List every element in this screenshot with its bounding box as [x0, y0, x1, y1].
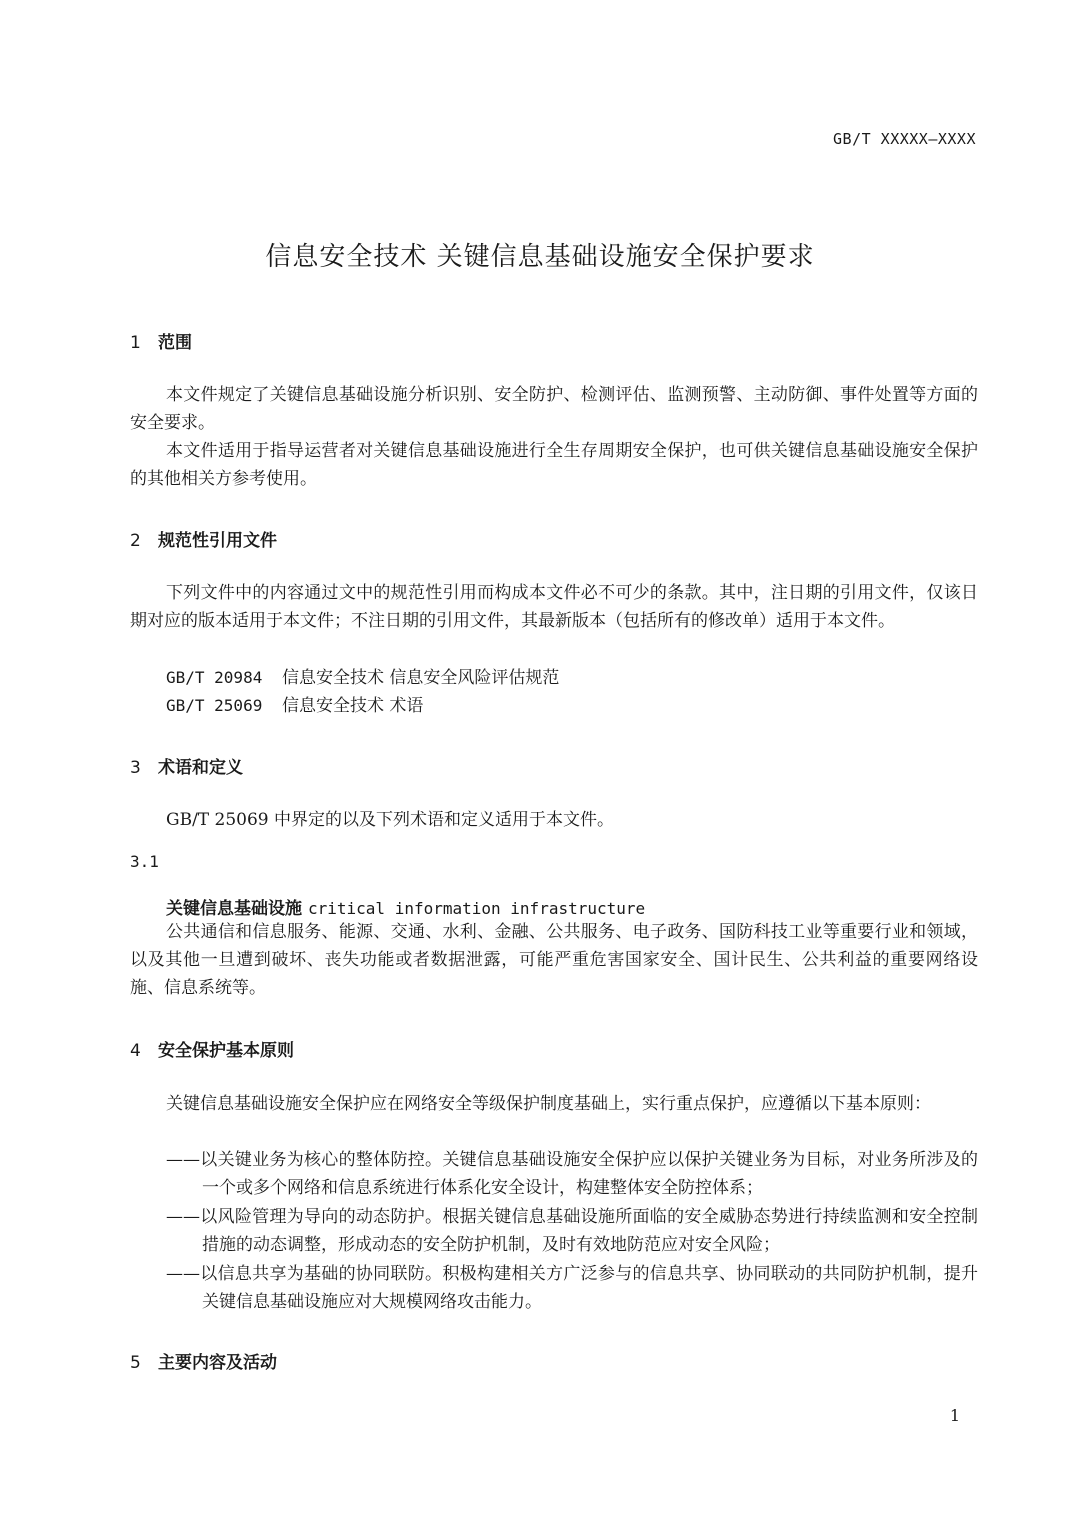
section-number: 1: [130, 333, 141, 353]
subclause-number: 3.1: [130, 852, 159, 871]
document-number: GB/T XXXXX—XXXX: [833, 130, 976, 148]
reference-title: 信息安全技术 术语: [282, 696, 424, 716]
reference-code: GB/T 25069: [166, 696, 263, 715]
term-chinese: 关键信息基础设施: [166, 899, 302, 919]
section-5-heading: [130, 1348, 277, 1373]
reference-title: 信息安全技术 信息安全风险评估规范: [282, 668, 560, 688]
term-definition: 公共通信和信息服务、能源、交通、水利、金融、公共服务、电子政务、国防科技工业等重要行业和领域，以及其他一旦遭到破坏、丧失功能或者数据泄露，可能严重危害国家安全、国计民生、公共利益的重要网络设施、信息系统等。: [130, 922, 978, 998]
principle-item: ——以信息共享为基础的协同联防。积极构建相关方广泛参与的信息共享、协同联动的共同防护机制，提升关键信息基础设施应对大规模网络攻击能力。: [166, 1264, 978, 1312]
section-title: 主要内容及活动: [158, 1353, 277, 1373]
section-2-paragraph: 下列文件中的内容通过文中的规范性引用而构成本文件必不可少的条款。其中，注日期的引用文件，仅该日期对应的版本适用于本文件；不注日期的引用文件，其最新版本（包括所有的修改单）适用于本文件。: [130, 583, 978, 631]
reference-item: [166, 664, 559, 692]
section-1-paragraph-1: 本文件规定了关键信息基础设施分析识别、安全防护、检测评估、监测预警、主动防御、事件处置等方面的安全要求。: [130, 385, 978, 433]
principle-item: ——以风险管理为导向的动态防护。根据关键信息基础设施所面临的安全威胁态势进行持续监测和安全控制措施的动态调整，形成动态的安全防护机制，及时有效地防范应对安全风险；: [166, 1207, 978, 1255]
term-entry: [166, 894, 645, 919]
section-number: 5: [130, 1353, 141, 1373]
section-3-paragraph: GB/T 25069 中界定的以及下列术语和定义适用于本文件。: [166, 810, 615, 830]
document-title: 信息安全技术 关键信息基础设施安全保护要求: [265, 242, 815, 272]
section-title: 术语和定义: [158, 758, 243, 778]
section-title: 安全保护基本原则: [158, 1041, 294, 1061]
section-4-heading: [130, 1036, 294, 1061]
section-1-heading: [130, 328, 192, 353]
section-title: 规范性引用文件: [158, 531, 277, 551]
reference-item: [166, 692, 423, 720]
section-4-paragraph: 关键信息基础设施安全保护应在网络安全等级保护制度基础上，实行重点保护，应遵循以下基本原则：: [166, 1094, 931, 1114]
section-2-heading: [130, 526, 277, 551]
principle-item: ——以关键业务为核心的整体防控。关键信息基础设施安全保护应以保护关键业务为目标，对业务所涉及的一个或多个网络和信息系统进行体系化安全设计，构建整体安全防控体系；: [166, 1150, 978, 1198]
page-number: 1: [949, 1406, 960, 1425]
section-number: 3: [130, 758, 141, 778]
section-1-paragraph-2: 本文件适用于指导运营者对关键信息基础设施进行全生存周期安全保护，也可供关键信息基础设施安全保护的其他相关方参考使用。: [130, 441, 978, 489]
section-number: 2: [130, 531, 141, 551]
section-3-heading: [130, 753, 243, 778]
term-english: critical information infrastructure: [308, 899, 646, 918]
section-number: 4: [130, 1041, 141, 1061]
reference-code: GB/T 20984: [166, 668, 263, 687]
section-title: 范围: [158, 333, 192, 353]
